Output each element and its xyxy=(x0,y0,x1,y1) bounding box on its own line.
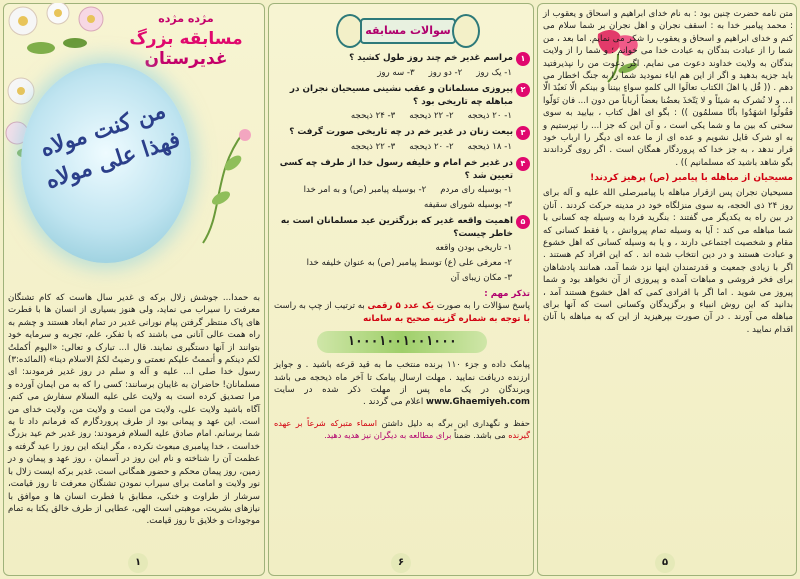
question-1 xyxy=(274,52,530,80)
option: ۱- بوسیله رای مردم xyxy=(440,185,512,195)
emblem-calligraphy-text: من کنت مولاه فهذا علی مولاه xyxy=(37,97,184,195)
question-text: بیعت زنان در غدیر خم در چه تاریخی صورت گرفت ؟ xyxy=(289,127,513,137)
page-number-middle: ۶ xyxy=(391,553,411,573)
badge-line-3: غدیرستان xyxy=(144,49,228,69)
option: ۳- سه روز xyxy=(377,68,415,78)
option: ۱- تاریخی بودن واقعه xyxy=(435,243,512,253)
section-title: مسیحیان از مباهله با پیامبر (ص) پرهیز کردند! xyxy=(590,173,793,184)
note-text-1: پاسخ سؤالات را به صورت xyxy=(436,301,531,312)
page-number-left: ۱ xyxy=(128,553,148,573)
right-content xyxy=(543,8,793,336)
question-number: ۴ xyxy=(516,157,530,171)
questions-header: سوالات مسابقه xyxy=(360,18,456,44)
option: ۲- ۲۲ ذیحجه xyxy=(409,111,454,121)
prize-info xyxy=(274,359,530,409)
note-highlight-2: با توجه به شماره گزینه صحیح به سامانه xyxy=(363,313,530,324)
header-ornament-right-icon xyxy=(452,14,480,48)
question-2 xyxy=(274,83,530,123)
left-body-text: به حمدا... جوشش زلال برکه ی غدیر سال هاست که کام تشنگان معرفت را سیراب می نماید، ولی هنوز بسیاری از انسان ها با فطرت های پاک منتظر گرفتن پیام نورانی غدیر در تمام ابعاد هستند و چشم به راه همت عالی آنانی می باشند که با تفکر، علم، تجربه و سرمایه خود بتوانند از آنها دستگیری نمایند. قال ا... تبارک و تعالی: «الیوم أکملتُ لکم دینکم و أتممتُ علیکم نعمتی و رضیتُ لکمُ الاسلام دینا» (المائده:۳) رسول خدا صلی ا... علیه و آله و سلم در روز غدیر فرمودند: ای مسلمانان! حاضران به غایبان برسانند: کسی را که به من ایمان آورده و مرا تصدیق کرده است به ولایت علی علیه السلام سفارش می کنم، آگاه باشید ولایت علی، ولایت من است و ولایت من، ولایت خدای من است. این عهد و پیمانی بود از طرف پروردگارم که فرمانم داد تا به شما برسانم. امام صادق علیه السلام فرمودند: روز غدیر خم عید بزرگ خداست ، خدا پیامبری مبعوث نکرده ، مگر اینکه این روز را عید گرفته و عظمت آن را شناخته و نام این روز در آسمان ، روز عهد و پیمان و در زمین، روز پیمان محکم و حضور همگانی است. غدیر برکه ایست زلال با نور ولایت و امامت برای سیراب نمودن تشنگان معرفت تا روز قیامت، سرشار از طراوت و خنکی، مطابق با فطرت انسان ها و موافق با نیازهای بشریت، موهبتی است الهی، عطایی از طرف خالق یکتا به تمام موجودات و خلایق تا روز قیامت. xyxy=(8,293,260,527)
page-number-right: ۵ xyxy=(655,553,675,573)
website-link[interactable]: www.Ghaemiyeh.com xyxy=(426,397,530,408)
footer-magenta: برای مطالعه به دیگران نیز هدیه دهید. xyxy=(324,429,452,440)
option: ۲- بوسیله پیامبر (ص) و به امر خدا xyxy=(303,185,427,195)
letter-text: متن نامه حضرت چنین بود : به نام خدای ابراهیم و اسحاق و یعقوب از : محمد پیامبر خدا به : اسقف نجران و اهل نجران بر شما سلام می کنم و خدای ابراهیم و اسحاق و یعقوب را شکر می نمایم. اما بعد ، من شما را از عبادت بندگان به عبادت خدا می خوانم ؛ و شما را از ولایت بندگان به ولایت خداوند دعوت می نمایم. اگر دعوت من را نپذیرفتید باید جزیه بدهید و اگر از این هم اباء نمودید شما را به جنگ اخطار می دهم . (( قُل یا اهلَ الکتاب تعالَوا الی کلمهٍ سواءٍ بیننا و بینکم الّا نَعبُدَ الّا ا... و لا نُشرک به شیئاً و لا یَتّخذَ بعضُنا بعضاً أرباباً من دون ا... فان تَوَلّوا فقُولُوا اشهَدُوا بأنّا مسلمُون )) : بگو ای اهل کتاب ، بیایید به سوی سخنی که بین ما و شما یکی است ، و آن این که جز ا... را نپرستیم و به او شرک قایل نشویم و عده ای از ما عده ای دیگر را ارباب خود قرار ندهد ، به جز خدا که پروردگار همگان است . اگر روی گرداندند بگو شاهد باشید که مسلمانیم )) . xyxy=(543,9,793,168)
question-number: ۳ xyxy=(516,126,530,140)
leaf-ornament-icon xyxy=(193,123,258,253)
option: ۱- یک روز xyxy=(476,68,512,78)
footer-red: اسماء متبرکه شرعاً بر عهده گیرنده xyxy=(274,417,530,440)
questions-list xyxy=(274,52,530,441)
question-5 xyxy=(274,215,530,285)
option: ۲- ۲۰ ذیحجه xyxy=(409,142,454,152)
title-art xyxy=(3,3,265,291)
footer-text-1: حفظ و نگهداری این برگه به دلیل داشتن xyxy=(381,417,530,428)
question-text: در غدیر خم امام و خلیفه رسول خدا از طرف چه کسی تعیین شد ؟ xyxy=(279,158,513,181)
question-4 xyxy=(274,157,530,212)
important-note xyxy=(274,288,530,325)
badge-line-1: مژده مژده xyxy=(158,12,214,25)
question-3 xyxy=(274,126,530,154)
prize-text: پیامک داده و جزء ۱۱۰ برنده منتخب ما به قید قرعه باشید . و جوایز ارزنده دریافت نمایید . مهلت ارسال پیامک تا آخر ماه ذیحجه می باشد وبرندگان در یک ماه پس از مهلت ذکر شده در سایت xyxy=(274,360,530,396)
flower-bouquet-illustration xyxy=(3,3,113,73)
note-title: تذکر مهم : xyxy=(484,289,530,299)
option: ۳- ۲۴ ذیحجه xyxy=(350,111,396,121)
section-body: مسیحیان نجران پس ازقرار مباهله با پیامبرصلی الله علیه و آله برای روز ۲۴ ذی الحجه، به سوی منزلگاه خود در مدینه حرکت کردند . آنان در بین راه به یکدیگر می گفتند : بنگرید فردا به وسیله چه کسانی با شما مباهله می کند : آیا به وسیله تمام پیروانش ، یا فقط کسانی که مقام و شخصیت اجتماعی دارند ، و یا به وسیله کسانی که اهل خشوع و عبادت هستند و در دین انتخاب شده اند . که این افراد کم هستند . اگر با زیادی جمعیت و قدرتمندان اینها نزد شما آمد، همانند پادشاهان برای فخر فروشی و مباهات آمده و پیروزی از آن نخواهد بود و شما پیروز می شوید . اما اگر با افرادی کمی که اهل خشوع هستند آمد ، بدانید که این روش انبیاء و برگزیدگان وکسانی است که آنها برای مباهله می آورند . در آن صورت بپرهیزید از این که به مباهله با آنان اقدام نمایید . xyxy=(543,188,793,335)
option: ۳- بوسیله شورای سقیفه xyxy=(424,200,512,210)
option: ۳- ۲۲ ذیحجه xyxy=(350,142,396,152)
footer-note xyxy=(274,417,530,441)
prize-tail: اعلام می گردند . xyxy=(363,397,424,408)
option: ۲- معرفی علی (ع) توسط پیامبر (ص) به عنوان خلیفه خدا xyxy=(306,258,512,268)
badge-line-2: مسابقه بزرگ xyxy=(129,29,243,49)
contest-title xyxy=(111,9,261,69)
question-text: مراسم غدیر خم چند روز طول کشید ؟ xyxy=(349,53,513,63)
question-text: پیروزی مسلمانان و عقب نشینی مسیحیان نجران در مباهله چه تاریخی بود ؟ xyxy=(289,84,513,107)
question-number: ۲ xyxy=(516,83,530,97)
option: ۱- ۱۸ ذیحجه xyxy=(467,142,512,152)
footer-text-2: می باشد. ضمناً xyxy=(454,429,506,440)
option: ۳- مکان زیبای آن xyxy=(450,273,512,283)
option: ۱- ۲۰ ذیحجه xyxy=(467,111,512,121)
question-number: ۱ xyxy=(516,52,530,66)
question-text: اهمیت واقعه غدیر که بزرگترین عید مسلمانان است به خاطر چیست؟ xyxy=(280,216,513,239)
note-highlight-1: یک عدد ۵ رقمی xyxy=(367,301,435,312)
question-number: ۵ xyxy=(516,215,530,229)
sms-number: ۱۰۰۰۱۰۰۱۰۰۱۰۰۰ xyxy=(317,331,487,353)
option: ۲- دو روز xyxy=(428,68,463,78)
note-text-2: به ترتیب از چپ به راست xyxy=(274,301,365,312)
